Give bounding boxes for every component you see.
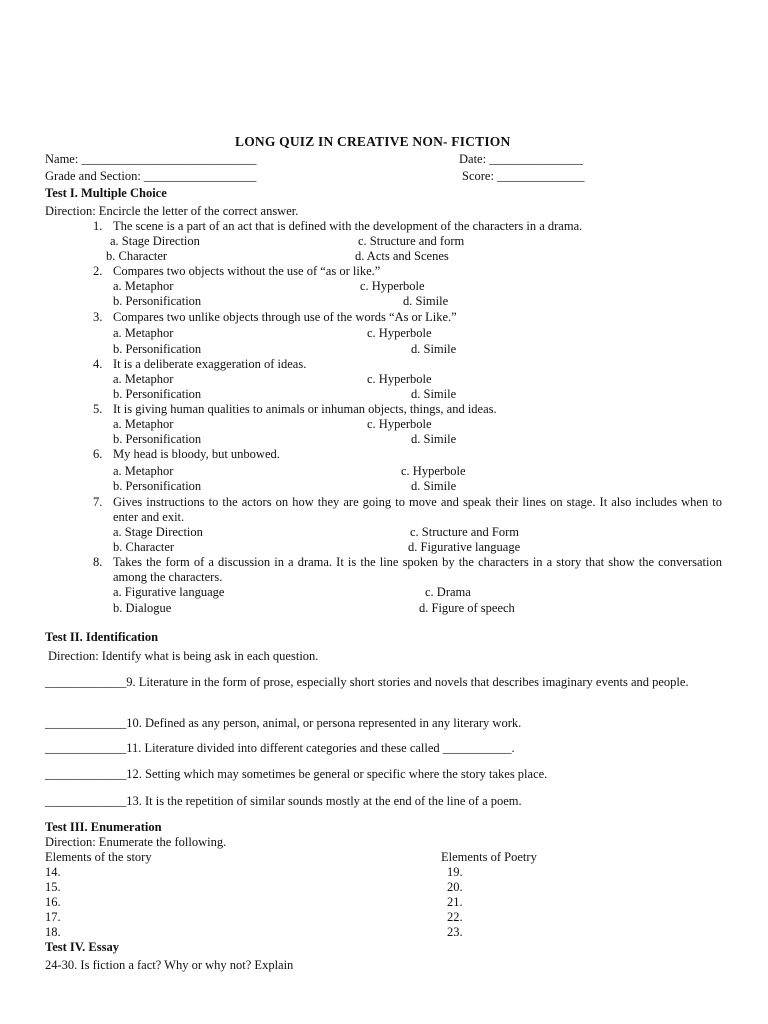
choice-d: d. Simile (411, 342, 457, 356)
question-text: It is a deliberate exaggeration of ideas. (113, 357, 307, 371)
choice-d: d. Simile (403, 294, 449, 308)
question-text: Compares two objects without the use of “as or like.” (113, 264, 381, 278)
identification-item: _____________12. Setting which may sometimes be general or specific where the story takes place. (45, 767, 548, 781)
identification-item: _____________13. It is the repetition of similar sounds mostly at the end of the line of a poem. (45, 794, 522, 808)
enumeration-number: 19. (447, 865, 463, 879)
choice-a: a. Metaphor (113, 326, 174, 340)
test3-direction: Direction: Enumerate the following. (45, 835, 227, 849)
enumeration-number: 18. (45, 925, 61, 939)
choice-b: b. Personification (113, 294, 202, 308)
choice-c: c. Structure and Form (410, 525, 520, 539)
choice-d: d. Simile (411, 432, 457, 446)
question-number: 3. (93, 310, 103, 324)
enumeration-number: 21. (447, 895, 463, 909)
question-number: 1. (93, 219, 103, 233)
enumeration-number: 20. (447, 880, 463, 894)
choice-d: d. Simile (411, 387, 457, 401)
grade-section-field-label: Grade and Section: __________________ (45, 169, 257, 183)
test3-heading: Test III. Enumeration (45, 820, 162, 834)
choice-a: a. Figurative language (113, 585, 225, 599)
question-text: Gives instructions to the actors on how they are going to move and speak their lines on stage. It also includes when to enter and exit. (113, 495, 722, 524)
choice-c: c. Hyperbole (367, 417, 432, 431)
choice-b: b. Dialogue (113, 601, 172, 615)
choice-a: a. Stage Direction (110, 234, 200, 248)
enumeration-number: 22. (447, 910, 463, 924)
question-text: It is giving human qualities to animals or inhuman objects, things, and ideas. (113, 402, 497, 416)
choice-a: a. Stage Direction (113, 525, 203, 539)
page-title: LONG QUIZ IN CREATIVE NON- FICTION (235, 134, 511, 149)
choice-d: d. Figurative language (408, 540, 521, 554)
enumeration-number: 16. (45, 895, 61, 909)
choice-c: c. Hyperbole (401, 464, 466, 478)
essay-question: 24-30. Is fiction a fact? Why or why not? Explain (45, 958, 294, 972)
choice-a: a. Metaphor (113, 372, 174, 386)
name-field-label: Name: ____________________________ (45, 152, 257, 166)
choice-b: b. Personification (113, 479, 202, 493)
question-number: 4. (93, 357, 103, 371)
question-text: Takes the form of a discussion in a drama. It is the line spoken by the characters in a story that show the conversation among the characters. (113, 555, 722, 584)
question-number: 6. (93, 447, 103, 461)
test2-heading: Test II. Identification (45, 630, 159, 644)
choice-a: a. Metaphor (113, 279, 174, 293)
choice-d: d. Acts and Scenes (355, 249, 449, 263)
question-text: The scene is a part of an act that is defined with the development of the characters in a drama. (113, 219, 583, 233)
enumeration-number: 14. (45, 865, 61, 879)
question-number: 2. (93, 264, 103, 278)
date-field-label: Date: _______________ (459, 152, 583, 166)
identification-item: _____________10. Defined as any person, animal, or persona represented in any literary work. (45, 716, 522, 730)
test1-heading: Test I. Multiple Choice (45, 186, 167, 200)
choice-d: d. Simile (411, 479, 457, 493)
choice-b: b. Character (106, 249, 168, 263)
choice-d: d. Figure of speech (419, 601, 515, 615)
question-number: 5. (93, 402, 103, 416)
choice-c: c. Hyperbole (367, 372, 432, 386)
choice-b: b. Personification (113, 387, 202, 401)
story-elements-header: Elements of the story (45, 850, 152, 864)
score-field-label: Score: ______________ (462, 169, 585, 183)
choice-b: b. Character (113, 540, 175, 554)
choice-a: a. Metaphor (113, 417, 174, 431)
question-text: Compares two unlike objects through use of the words “As or Like.” (113, 310, 457, 324)
enumeration-number: 17. (45, 910, 61, 924)
choice-c: c. Hyperbole (367, 326, 432, 340)
test2-direction: Direction: Identify what is being ask in each question. (48, 649, 319, 663)
enumeration-number: 23. (447, 925, 463, 939)
choice-c: c. Drama (425, 585, 471, 599)
question-number: 7. (93, 495, 103, 509)
poetry-elements-header: Elements of Poetry (441, 850, 537, 864)
choice-c: c. Hyperbole (360, 279, 425, 293)
enumeration-number: 15. (45, 880, 61, 894)
question-text: My head is bloody, but unbowed. (113, 447, 280, 461)
choice-b: b. Personification (113, 342, 202, 356)
test1-direction: Direction: Encircle the letter of the correct answer. (45, 204, 299, 218)
identification-item: _____________9. Literature in the form of prose, especially short stories and novels that describes imaginary events and people. (45, 675, 689, 689)
choice-b: b. Personification (113, 432, 202, 446)
choice-a: a. Metaphor (113, 464, 174, 478)
choice-c: c. Structure and form (358, 234, 465, 248)
test4-heading: Test IV. Essay (45, 940, 119, 954)
identification-item: _____________11. Literature divided into different categories and these called ___________. (45, 741, 515, 755)
question-number: 8. (93, 555, 103, 569)
